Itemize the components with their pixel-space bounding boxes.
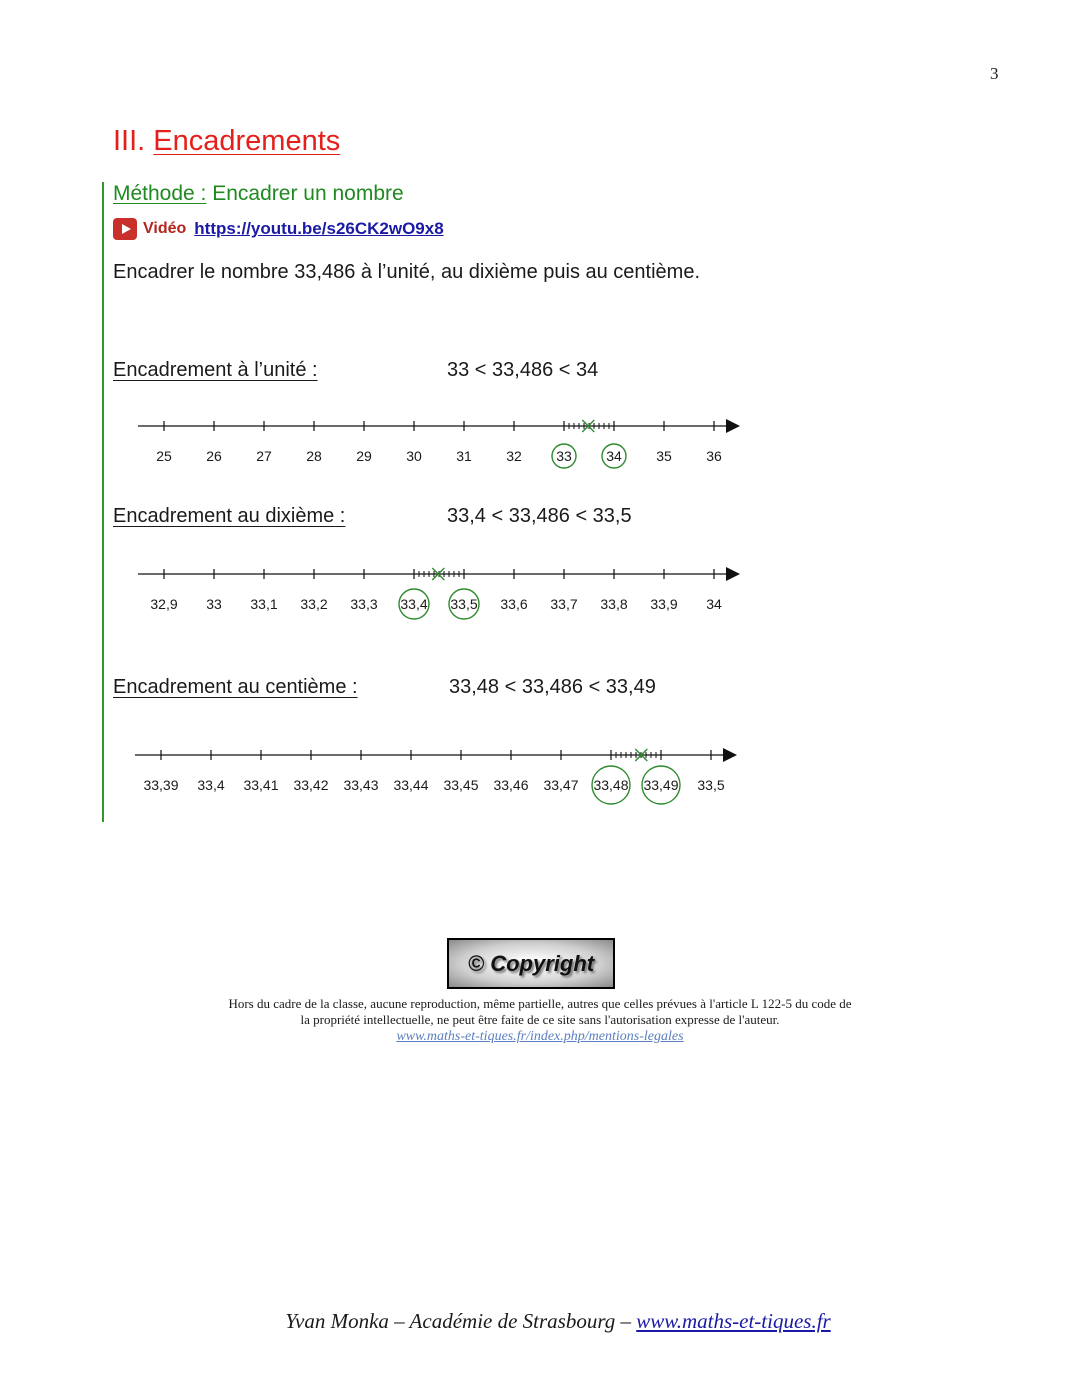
tick-label: 32: [506, 448, 522, 464]
tick-label: 33,3: [350, 596, 378, 612]
tick-label: 33,45: [443, 777, 479, 793]
inequality-unit: 33 < 33,486 < 34: [447, 359, 599, 381]
section-title: [113, 125, 340, 158]
footer: [0, 1309, 1080, 1334]
tick-label: 30: [406, 448, 422, 464]
page-number: 3: [990, 64, 999, 83]
tick-label: 33,4: [400, 596, 428, 612]
tick-label: 33: [206, 596, 222, 612]
legal-line-1: Hors du cadre de la classe, aucune reproduction, même partielle, autres que celles prévues à l'article L 122-5 du code de: [228, 996, 852, 1011]
play-icon[interactable]: [113, 218, 137, 240]
tick-label: 33,2: [300, 596, 328, 612]
tick-label: 31: [456, 448, 472, 464]
tick-label: 32,9: [150, 596, 178, 612]
tick-label: 33,5: [697, 777, 725, 793]
footer-text: Yvan Monka – Académie de Strasbourg –: [285, 1309, 637, 1333]
number-line-hundredth: [0, 733, 800, 813]
legal-line-2: la propriété intellectuelle, ne peut être faite de ce site sans l'autorisation expresse de l'auteur.: [300, 1012, 780, 1027]
axis-arrow: [723, 748, 737, 762]
tick-label: 33,1: [250, 596, 278, 612]
tick-label: 33,46: [493, 777, 529, 793]
axis-arrow: [726, 567, 740, 581]
tick-label: 27: [256, 448, 272, 464]
method-heading: [113, 182, 404, 206]
tick-label: 34: [706, 596, 722, 612]
video-link[interactable]: https://youtu.be/s26CK2wO9x8: [194, 219, 444, 238]
exercise-statement: Encadrer le nombre 33,486 à l’unité, au dixième puis au centième.: [113, 261, 701, 283]
section-numeral: III.: [113, 125, 154, 157]
tick-label: 26: [206, 448, 222, 464]
tick-label: 33,5: [450, 596, 478, 612]
tick-label: 33,43: [343, 777, 379, 793]
tick-label: 33,8: [600, 596, 628, 612]
legal-link-row: [140, 1029, 940, 1045]
legal-link[interactable]: www.maths-et-tiques.fr/index.php/mentions-legales: [396, 1029, 684, 1044]
method-label: Méthode :: [113, 182, 207, 205]
inequality-hundredth: 33,48 < 33,486 < 33,49: [449, 676, 656, 698]
copyright-badge: [447, 938, 615, 989]
copyright-label: © Copyright: [467, 950, 595, 976]
tick-label: 33,9: [650, 596, 678, 612]
tick-label: 36: [706, 448, 722, 464]
video-row: [113, 216, 444, 242]
axis-arrow: [726, 419, 740, 433]
tick-label: 28: [306, 448, 322, 464]
tick-label: 25: [156, 448, 172, 464]
heading-tenth: Encadrement au dixième :: [113, 505, 346, 527]
footer-link[interactable]: www.maths-et-tiques.fr: [636, 1309, 831, 1333]
section-title-text: Encadrements: [153, 125, 341, 157]
method-margin-bar: [102, 182, 104, 822]
tick-label: 29: [356, 448, 372, 464]
method-title: Encadrer un nombre: [206, 182, 404, 205]
number-line-tenth: [0, 552, 800, 632]
tick-label: 33,42: [293, 777, 329, 793]
tick-label: 34: [606, 448, 622, 464]
tick-label: 33,48: [593, 777, 629, 793]
tick-label: 33,39: [143, 777, 179, 793]
tick-label: 33,41: [243, 777, 279, 793]
video-label: Vidéo: [143, 220, 187, 237]
tick-label: 33,4: [197, 777, 225, 793]
tick-label: 35: [656, 448, 672, 464]
tick-label: 33,47: [543, 777, 579, 793]
heading-unit: Encadrement à l’unité :: [113, 359, 318, 381]
tick-label: 33: [556, 448, 572, 464]
tick-label: 33,49: [643, 777, 679, 793]
number-line-unit: [0, 404, 800, 484]
tick-label: 33,6: [500, 596, 528, 612]
tick-label: 33,44: [393, 777, 429, 793]
tick-label: 33,7: [550, 596, 578, 612]
inequality-tenth: 33,4 < 33,486 < 33,5: [447, 505, 632, 527]
heading-hundredth: Encadrement au centième :: [113, 676, 358, 698]
